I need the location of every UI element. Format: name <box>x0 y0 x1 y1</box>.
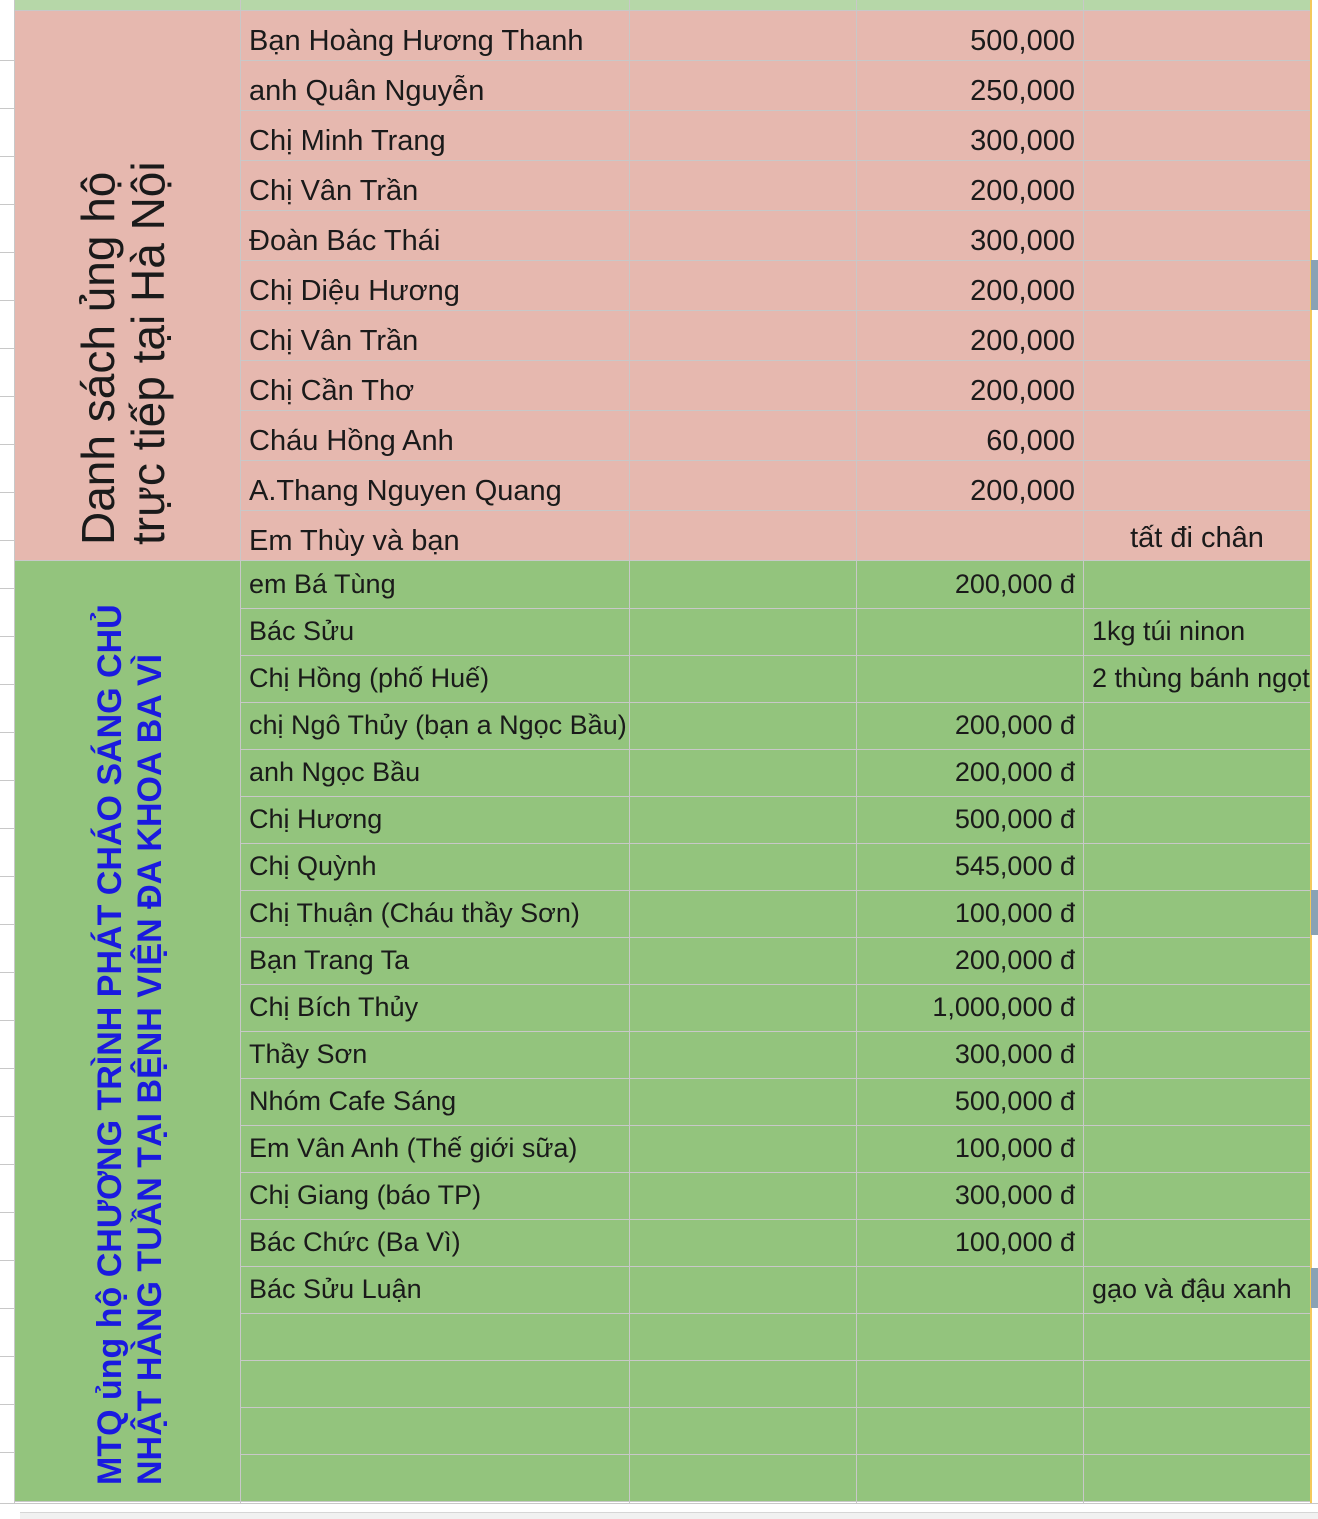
row-divider <box>241 890 1310 891</box>
gutter-tick <box>0 60 14 61</box>
section-divider <box>14 560 1310 561</box>
donation-amount-cell[interactable]: 200,000 <box>970 325 1075 357</box>
gutter-tick <box>0 252 14 253</box>
gutter-tick <box>0 396 14 397</box>
gutter-tick <box>0 1212 14 1213</box>
row-divider <box>241 160 1310 161</box>
donation-amount-cell[interactable]: 300,000 <box>970 125 1075 157</box>
gutter-tick <box>0 876 14 877</box>
row-divider <box>241 608 1310 609</box>
gutter-tick <box>0 732 14 733</box>
donor-name-cell[interactable]: Bạn Trang Ta <box>249 945 410 975</box>
gutter-tick <box>0 924 14 925</box>
row-divider <box>241 1266 1310 1267</box>
row-divider <box>241 1078 1310 1079</box>
row-divider <box>241 702 1310 703</box>
donation-note-cell[interactable]: tất đi chân <box>1130 522 1264 554</box>
gutter-tick <box>0 780 14 781</box>
donor-name-cell[interactable]: chị Ngô Thủy (bạn a Ngọc Bầu) <box>249 710 627 740</box>
selection-marker <box>1311 890 1318 935</box>
row-divider <box>241 1125 1310 1126</box>
gutter-tick <box>0 684 14 685</box>
donor-name-cell[interactable]: Chị Quỳnh <box>249 851 377 881</box>
row-divider <box>241 1313 1310 1314</box>
row-divider <box>241 310 1310 311</box>
gutter-tick <box>0 492 14 493</box>
hanoi-label-line2: trực tiếp tại Hà Nội <box>122 161 174 545</box>
donation-amount-cell[interactable]: 300,000 <box>970 225 1075 257</box>
donation-amount-cell[interactable]: 300,000 đ <box>954 1180 1075 1210</box>
column-divider <box>856 0 857 1503</box>
column-divider <box>240 0 241 1503</box>
donation-amount-cell[interactable]: 1,000,000 đ <box>932 992 1075 1022</box>
row-divider <box>241 1219 1310 1220</box>
previous-row-band <box>14 0 1310 10</box>
row-divider <box>241 1407 1310 1408</box>
gutter-tick <box>0 156 14 157</box>
row-divider <box>241 410 1310 411</box>
donor-name-cell[interactable]: A.Thang Nguyen Quang <box>249 475 562 507</box>
donation-amount-cell[interactable]: 200,000 <box>970 375 1075 407</box>
donor-name-cell[interactable]: em Bá Tùng <box>249 569 396 599</box>
donor-name-cell[interactable]: Đoàn Bác Thái <box>249 225 441 257</box>
row-divider <box>241 60 1310 61</box>
gutter-tick <box>0 348 14 349</box>
row-divider <box>241 937 1310 938</box>
donor-name-cell[interactable]: Chị Minh Trang <box>249 125 446 157</box>
donation-amount-cell[interactable]: 250,000 <box>970 75 1075 107</box>
row-divider <box>241 749 1310 750</box>
bavi-label-line1: MTQ ủng hộ CHƯƠNG TRÌNH PHÁT CHÁO SÁNG CHỦ <box>91 604 129 1485</box>
donor-name-cell[interactable]: Bác Chức (Ba Vì) <box>249 1227 461 1257</box>
donation-amount-cell[interactable]: 500,000 đ <box>954 1086 1075 1116</box>
donor-name-cell[interactable]: Chị Hương <box>249 804 383 834</box>
donor-name-cell[interactable]: Bạn Hoàng Hương Thanh <box>249 25 584 57</box>
section-divider <box>14 1501 1310 1502</box>
donation-note-cell[interactable]: 2 thùng bánh ngọt <box>1092 663 1310 693</box>
donation-note-cell[interactable]: 1kg túi ninon <box>1092 616 1246 646</box>
donation-amount-cell[interactable]: 200,000 đ <box>954 569 1075 599</box>
gutter-tick <box>0 588 14 589</box>
hanoi-section-background <box>14 10 1310 560</box>
donor-name-cell[interactable]: Chị Cần Thơ <box>249 375 415 407</box>
column-divider <box>14 0 15 1503</box>
row-divider <box>241 360 1310 361</box>
gutter-tick <box>0 540 14 541</box>
donation-amount-cell[interactable]: 200,000 đ <box>954 945 1075 975</box>
donation-amount-cell[interactable]: 200,000 đ <box>954 710 1075 740</box>
donation-amount-cell[interactable]: 200,000 <box>970 175 1075 207</box>
gutter-tick <box>0 1068 14 1069</box>
donor-name-cell[interactable]: anh Quân Nguyễn <box>249 75 485 107</box>
donation-amount-cell[interactable]: 100,000 đ <box>954 1227 1075 1257</box>
gutter-tick <box>0 444 14 445</box>
donor-name-cell[interactable]: Cháu Hồng Anh <box>249 425 454 457</box>
gutter-tick <box>0 108 14 109</box>
donor-name-cell[interactable]: Em Vân Anh (Thế giới sữa) <box>249 1133 578 1163</box>
donor-name-cell[interactable]: Em Thùy và bạn <box>249 525 460 557</box>
donor-name-cell[interactable]: Chị Hồng (phố Huế) <box>249 663 490 693</box>
gutter-tick <box>0 972 14 973</box>
donor-name-cell[interactable]: Bác Sửu <box>249 616 355 646</box>
row-divider <box>241 210 1310 211</box>
donor-name-cell[interactable]: Chị Diệu Hương <box>249 275 460 307</box>
row-divider <box>241 460 1310 461</box>
row-divider <box>241 110 1310 111</box>
column-divider <box>629 0 630 1503</box>
bavi-section-label[interactable] <box>90 575 170 1485</box>
hanoi-label-line1: Danh sách ủng hộ <box>72 171 124 545</box>
donation-amount-cell[interactable]: 200,000 <box>970 475 1075 507</box>
donor-name-cell[interactable]: Chị Giang (báo TP) <box>249 1180 482 1210</box>
donation-amount-cell[interactable]: 500,000 <box>970 25 1075 57</box>
row-divider <box>241 796 1310 797</box>
gutter-tick <box>0 1356 14 1357</box>
gutter-tick <box>0 1452 14 1453</box>
donation-amount-cell[interactable]: 200,000 đ <box>954 757 1075 787</box>
hanoi-section-label[interactable] <box>73 25 173 545</box>
gutter-tick <box>0 1260 14 1261</box>
donor-name-cell[interactable]: Chị Vân Trần <box>249 175 419 207</box>
gutter-tick <box>0 828 14 829</box>
gutter-tick <box>0 1164 14 1165</box>
donation-amount-cell[interactable]: 300,000 đ <box>954 1039 1075 1069</box>
gutter-tick <box>0 1116 14 1117</box>
donation-amount-cell[interactable]: 100,000 đ <box>954 898 1075 928</box>
row-divider <box>241 984 1310 985</box>
donor-name-cell[interactable]: anh Ngọc Bầu <box>249 757 421 787</box>
donor-name-cell[interactable]: Chị Vân Trần <box>249 325 419 357</box>
donation-amount-cell[interactable]: 60,000 <box>986 425 1075 457</box>
selection-marker <box>1311 260 1318 310</box>
gutter-tick <box>0 204 14 205</box>
selection-marker <box>1311 1268 1318 1308</box>
donor-name-cell[interactable]: Chị Thuận (Cháu thầy Sơn) <box>249 898 580 928</box>
row-divider <box>241 655 1310 656</box>
donation-amount-cell[interactable]: 545,000 đ <box>954 851 1075 881</box>
bavi-label-line2: NHẬT HÀNG TUẦN TẠI BỆNH VIỆN ĐA KHOA BA VÌ <box>131 653 169 1485</box>
row-divider <box>241 1172 1310 1173</box>
section-divider <box>14 10 1310 11</box>
row-divider <box>241 843 1310 844</box>
row-divider <box>241 1360 1310 1361</box>
donor-name-cell[interactable]: Bác Sửu Luận <box>249 1274 422 1304</box>
donation-amount-cell[interactable]: 200,000 <box>970 275 1075 307</box>
donor-name-cell[interactable]: Chị Bích Thủy <box>249 992 419 1022</box>
row-divider <box>241 510 1310 511</box>
donation-amount-cell[interactable]: 500,000 đ <box>954 804 1075 834</box>
gutter-tick <box>0 1020 14 1021</box>
column-divider <box>1083 0 1084 1503</box>
donor-name-cell[interactable]: Thầy Sơn <box>249 1039 368 1069</box>
donor-name-cell[interactable]: Nhóm Cafe Sáng <box>249 1086 457 1116</box>
row-divider <box>241 1454 1310 1455</box>
row-divider <box>241 1031 1310 1032</box>
donation-note-cell[interactable]: gạo và đậu xanh <box>1092 1274 1292 1304</box>
gutter-tick <box>0 300 14 301</box>
gutter-tick <box>0 1308 14 1309</box>
donation-amount-cell[interactable]: 100,000 đ <box>954 1133 1075 1163</box>
row-divider <box>241 260 1310 261</box>
gutter-tick <box>0 636 14 637</box>
gutter-tick <box>0 1404 14 1405</box>
